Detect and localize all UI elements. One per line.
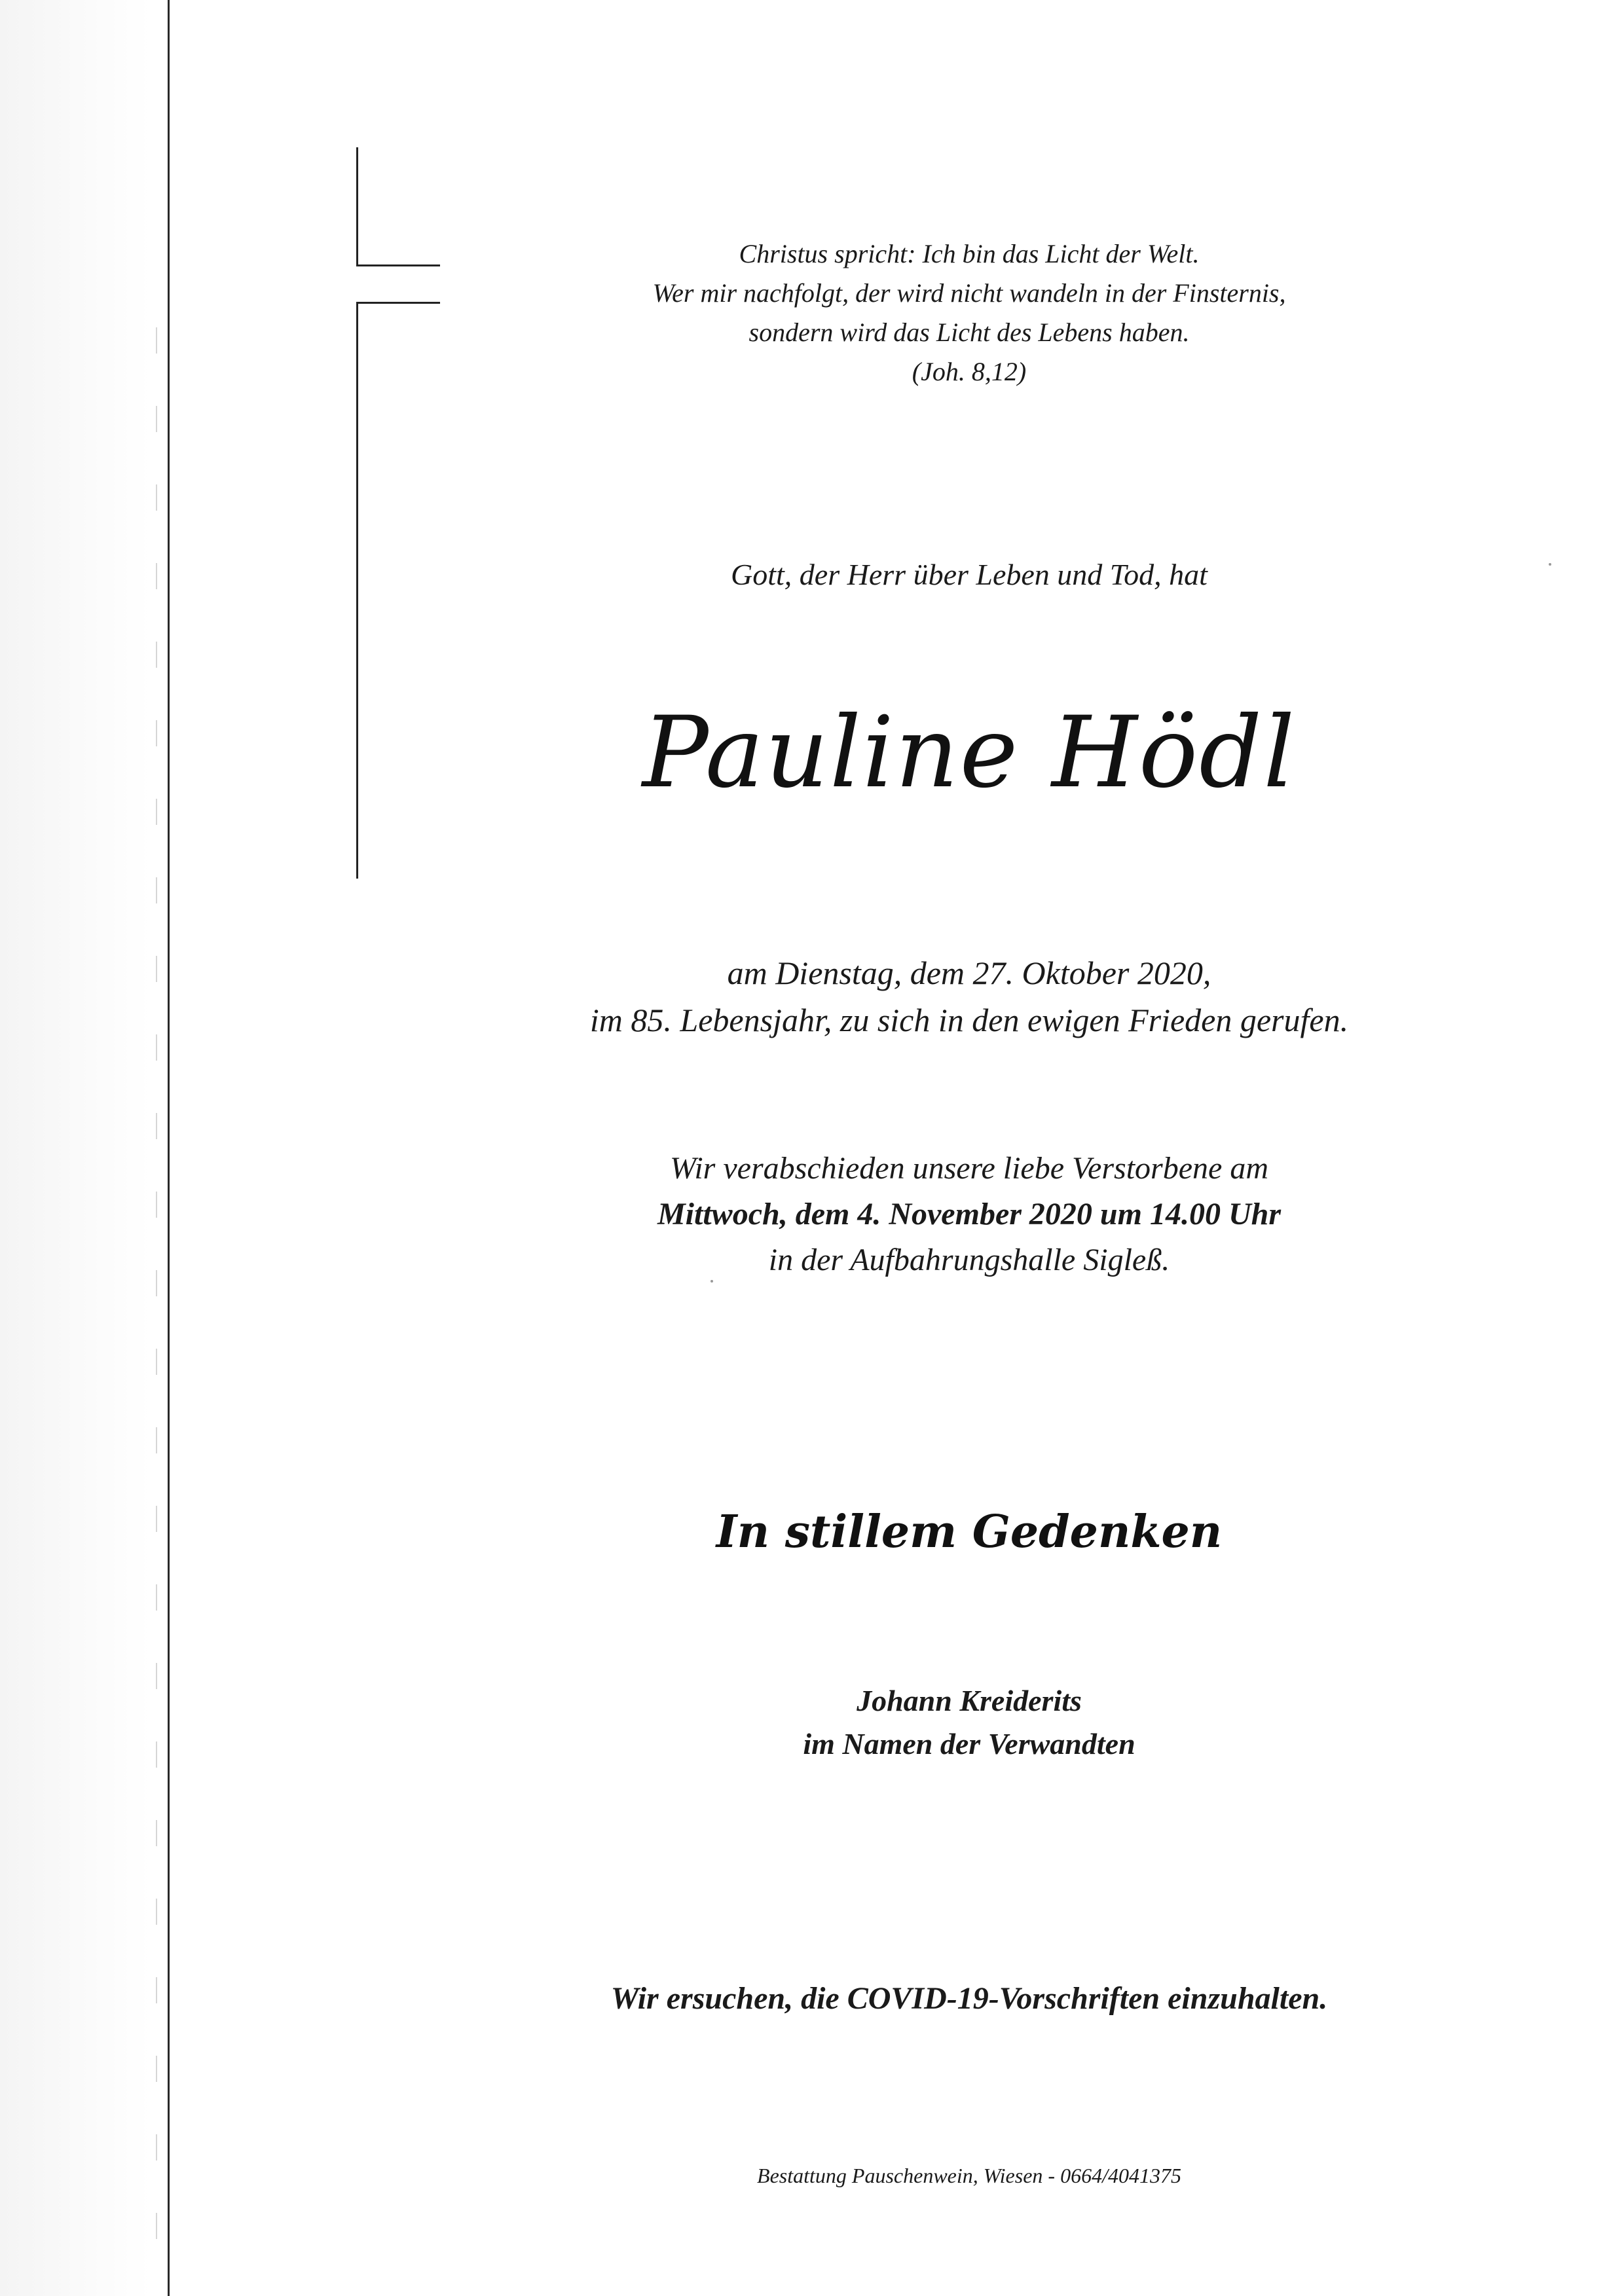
signer-name: Johann Kreiderits [857,1684,1082,1717]
farewell-details [393,1146,1545,1283]
death-age-line: im 85. Lebensjahr, zu sich in den ewigen Frieden gerufen. [589,1002,1349,1038]
bible-quote [393,234,1545,392]
quote-line: sondern wird das Licht des Lebens haben. [748,318,1190,347]
covid-notice: Wir ersuchen, die COVID-19-Vorschriften einzuhalten. [610,1981,1328,2016]
cross-vertical-bottom [356,302,358,879]
scan-shadow [0,0,151,2296]
signer [393,1679,1545,1766]
funeral-home-footer: Bestattung Pauschenwein, Wiesen - 0664/4041375 [757,2164,1181,2187]
quote-reference: (Joh. 8,12) [912,357,1027,386]
farewell-location: in der Aufbahrungshalle Sigleß. [768,1243,1170,1277]
fold-line [168,0,170,2296]
cross-vertical-top [356,147,358,265]
intro-text: Gott, der Herr über Leben und Tod, hat [731,558,1208,591]
farewell-datetime: Mittwoch, dem 4. November 2020 um 14.00 Uhr [657,1197,1281,1231]
memorial-heading: In stillem Gedenken [716,1506,1223,1558]
signer-role: im Namen der Verwandten [803,1727,1135,1760]
quote-line: Wer mir nachfolgt, der wird nicht wandeln in der Finsternis, [652,278,1286,308]
scan-speck [1549,563,1551,566]
death-announcement [393,949,1545,1044]
quote-line: Christus spricht: Ich bin das Licht der Welt. [739,239,1200,268]
fold-line-faint [156,327,157,2291]
farewell-line-1: Wir verabschieden unsere liebe Verstorbene am [670,1151,1268,1186]
deceased-name: Pauline Hödl [642,696,1297,810]
scan-speck [710,1280,713,1283]
death-date-line: am Dienstag, dem 27. Oktober 2020, [727,955,1211,991]
